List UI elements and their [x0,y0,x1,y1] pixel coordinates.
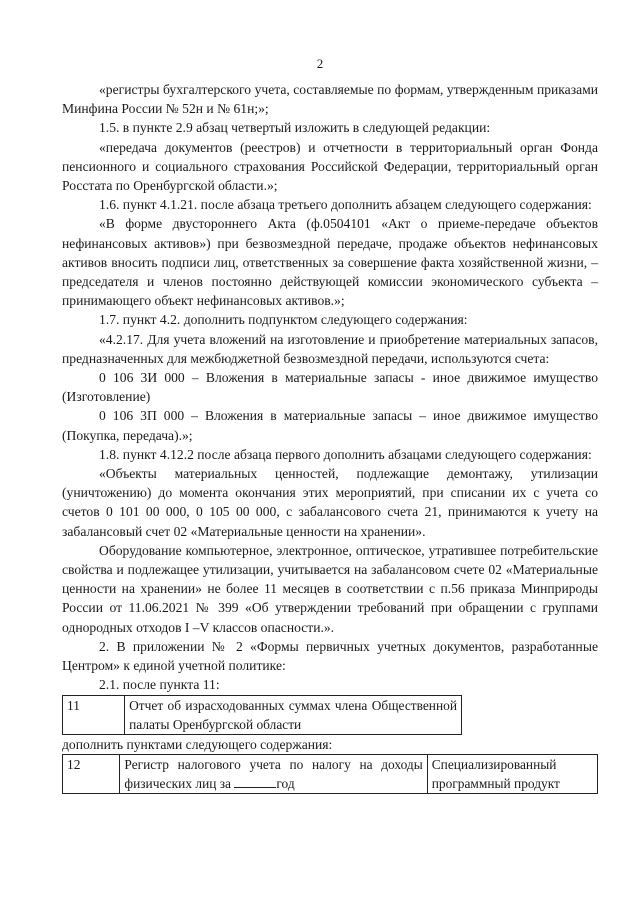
paragraph: «Объекты материальных ценностей, подлежащие демонтажу, утилизации (уничтожению) до момента окончания этих мероприятий, при списании их с учета со счетов 0 101 00 000, 0 105 00 000, с забалансового счета 21, принимаются к учету на забалансовый счет 02 «Материальные ценности на хранении». [62,466,598,539]
paragraph: 2. В приложении № 2 «Формы первичных учетных документов, разработанные Центром» к единой учетной политике: [62,638,598,674]
table-cell-number: 11 [63,695,125,734]
paragraph: 2.1. после пункта 11: [99,677,220,693]
register-title: Регистр налогового учета по налогу на доходы физических лиц за [124,756,423,791]
paragraph: 0 106 3П 000 – Вложения в материальные запасы – иное движимое имущество (Покупка, передача).»; [62,408,598,443]
year-word: год [276,775,295,791]
table-item-12 [62,754,598,794]
page-number: 2 [316,56,324,71]
table-cell-software: Специализированный программный продукт [427,754,597,793]
blank-underline [234,775,276,788]
paragraph: «В форме двустороннего Акта (ф.0504101 «Акт о приеме-передаче объектов нефинансовых активов») при безвозмездной передаче, продаже объектов нефинансовых активов вносить подписи лиц, ответственных за совершение факта хозяйственной жизни, – председателя и членов постоянно действующей комиссии экономического субъекта – принимающего объект нефинансовых активов.»; [62,216,598,309]
paragraph: 0 106 3И 000 – Вложения в материальные запасы - иное движимое имущество (Изготовление) [62,370,598,405]
paragraph: 1.7. пункт 4.2. дополнить подпунктом следующего содержания: [99,312,468,328]
table-cell-text [120,754,427,793]
document-body [62,80,598,794]
paragraph: «4.2.17. Для учета вложений на изготовление и приобретение материальных запасов, предназначенных для межбюджетной безвозмездной передачи, используются счета: [62,331,598,366]
table-item-11 [62,695,462,735]
table-row [63,754,598,793]
paragraph: 1.8. пункт 4.12.2 после абзаца первого дополнить абзацами следующего содержания: [99,446,592,462]
paragraph: Оборудование компьютерное, электронное, оптическое, утратившее потребительские свойства и подлежащее утилизации, учитывается на забалансовом счете 02 «Материальные ценности на хранении» не более 11 месяцев в соответствии с п.56 приказа Минприроды России от 11.06.2021 № 399 «Об утверждении требований при обращении с группами однородных отходов I –V классов опасности.». [62,542,598,635]
paragraph: 1.6. пункт 4.1.21. после абзаца третьего дополнить абзацем следующего содержания: [99,197,592,213]
table-cell-number: 12 [63,754,120,793]
paragraph: «регистры бухгалтерского учета, составляемые по формам, утвержденным приказами Минфина России № 52н и № 61н;»; [62,82,598,117]
connecting-text: дополнить пунктами следующего содержания: [62,736,333,752]
paragraph: «передача документов (реестров) и отчетности в территориальный орган Фонда пенсионного и социального страхования Российской Федерации, территориальный орган Росстата по Оренбургской области.»; [62,139,598,194]
paragraph: 1.5. в пункте 2.9 абзац четвертый изложить в следующей редакции: [99,120,491,136]
table-cell-text: Отчет об израсходованных суммах члена Общественной палаты Оренбургской области [125,695,462,734]
table-row [63,695,462,734]
